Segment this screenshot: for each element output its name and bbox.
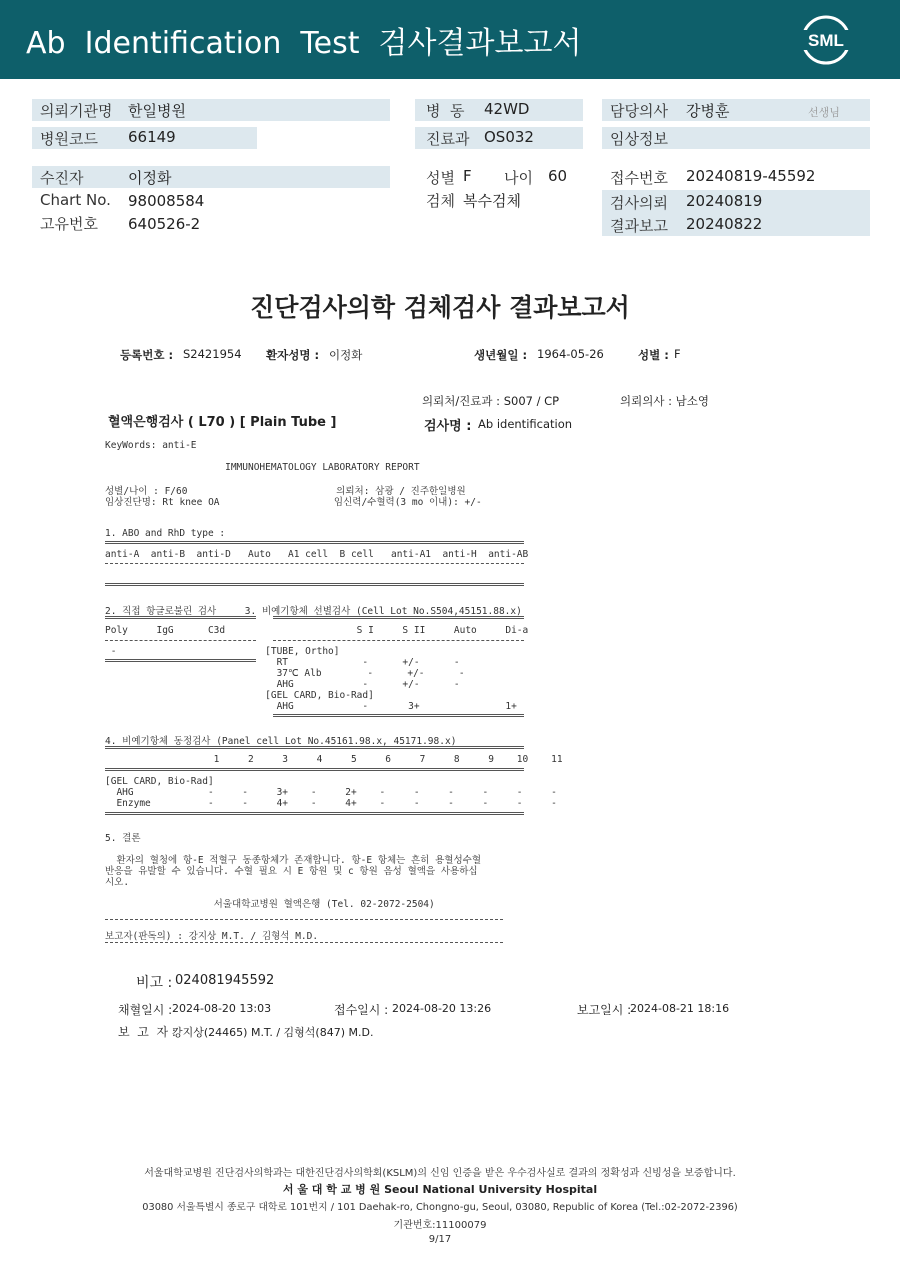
- chart-label: Chart No.: [40, 191, 111, 209]
- receive-value: 2024-08-20 13:26: [392, 1002, 492, 1015]
- remark-value: 024081945592: [175, 973, 275, 988]
- reported-label: 보고일시 :: [577, 1003, 632, 1017]
- reporter-value: 강지상(24465) M.T. / 김형석(847) M.D.: [172, 1026, 374, 1039]
- double-rule: [273, 714, 524, 717]
- double-rule: [105, 616, 256, 619]
- ward-value: 42WD: [484, 100, 530, 118]
- report-line: 시오.: [105, 877, 130, 888]
- report-line: 1. ABO and RhD type :: [105, 528, 226, 539]
- sex-value: F: [463, 167, 472, 185]
- dashed-rule: [105, 563, 524, 564]
- footer-institution-number: 기관번호:11100079: [393, 1220, 487, 1231]
- footer-certification: 서울대학교병원 진단검사의학과는 대한진단검사의학회(KSLM)의 신임 인증을 받은 우수검사실로 결과의 정확성과 신빙성을 보증합니다.: [144, 1168, 736, 1179]
- test-name-label: 검사명 :: [424, 419, 472, 434]
- receipt-label: 접수번호: [610, 169, 668, 187]
- test-name-value: Ab identification: [478, 417, 573, 431]
- reporter-label: 보 고 자 :: [118, 1025, 176, 1039]
- report-line: anti-A anti-B anti-D Auto A1 cell B cell anti-A1 anti-H anti-AB: [105, 549, 529, 560]
- report-line: 2. 직접 항글로불린 검사 3. 비예기항체 선별검사 (Cell Lot No.S504,45151.88.x): [105, 606, 522, 617]
- name-label: 환자성명 :: [266, 348, 320, 362]
- dashed-rule: [105, 942, 503, 943]
- report-line: 반응을 유발할 수 있습니다. 수혈 필요 시 E 항원 및 c 항원 음성 혈액을 사용하십: [105, 866, 478, 877]
- remark-label: 비고 :: [136, 975, 173, 991]
- sml-logo: [799, 13, 853, 67]
- dob-value: 1964-05-26: [537, 347, 604, 361]
- hosp-code-value: 66149: [128, 128, 176, 146]
- footer-address: 03080 서울특별시 종로구 대학로 101번지 / 101 Daehak-ro, Chongno-gu, Seoul, 03080, Republic of Korea (Tel.:02-2072-2396): [142, 1202, 738, 1213]
- dob-label: 생년월일 :: [474, 348, 528, 362]
- report-line: AHG - 3+ 1+: [105, 701, 517, 712]
- report-line: 임상진단명: Rt knee OA 임신력/수혈력(3 mo 이내): +/-: [105, 497, 482, 508]
- receive-label: 접수일시 :: [334, 1003, 389, 1017]
- dashed-rule: [105, 640, 256, 641]
- report-line: 성별/나이 : F/60 의뢰처: 삼광 / 진주한일병원: [105, 486, 466, 497]
- collect-value: 2024-08-20 13:03: [172, 1002, 272, 1015]
- name-value: 이정화: [329, 348, 363, 362]
- receipt-value: 20240819-45592: [686, 167, 816, 185]
- report-line: 서울대학교병원 혈액은행 (Tel. 02-2072-2504): [105, 899, 435, 910]
- dept-label: 진료과: [426, 130, 470, 148]
- req-org-value: 한일병원: [128, 102, 186, 120]
- report-line: Enzyme - - 4+ - 4+ - - - - - -: [105, 798, 557, 809]
- report-line: [GEL CARD, Bio-Rad]: [105, 690, 374, 701]
- footer-hospital: 서 울 대 학 교 병 원 Seoul National University Hospital: [282, 1183, 598, 1196]
- report-line: 37℃ Alb - +/- -: [105, 668, 465, 679]
- chart-value: 98008584: [128, 192, 205, 210]
- page-title: Ab Identification Test 검사결과보고서: [26, 26, 582, 61]
- report-line: Poly IgG C3d S I S II Auto Di-a: [105, 625, 529, 636]
- double-rule: [105, 812, 524, 815]
- request-value: 20240819: [686, 192, 763, 210]
- sex-value-2: F: [674, 347, 681, 361]
- ref-doctor: 의뢰의사 : 남소영: [620, 394, 709, 408]
- double-rule: [105, 746, 524, 749]
- ward-label: 병 동: [426, 102, 465, 120]
- doctor-suffix: 선생님: [808, 106, 840, 119]
- report-line: 1 2 3 4 5 6 7 8 9 10 11: [105, 754, 563, 765]
- page-number: 9/17: [428, 1234, 452, 1245]
- report-line: 환자의 혈청에 항-E 적혈구 동종항체가 존재합니다. 항-E 항체는 흔히 용혈성수혈: [105, 855, 481, 866]
- age-value: 60: [548, 167, 568, 185]
- logo-text: SML: [808, 31, 844, 50]
- report-line: 4. 비예기항체 동정검사 (Panel cell Lot No.45161.98.x, 45171.98.x): [105, 736, 457, 747]
- request-label: 검사의뢰: [610, 194, 668, 212]
- referral: 의뢰처/진료과 : S007 / CP: [422, 394, 560, 408]
- sex-label: 성별: [426, 169, 455, 187]
- patient-label: 수진자: [40, 169, 84, 187]
- req-org-label: 의뢰기관명: [40, 102, 113, 120]
- reg-no-label: 등록번호 :: [120, 348, 174, 362]
- report-line: AHG - +/- -: [105, 679, 460, 690]
- specimen-label: 검체: [426, 192, 455, 210]
- doctor-label: 담당의사: [610, 102, 668, 120]
- report-title: 진단검사의학 검체검사 결과보고서: [250, 293, 630, 322]
- double-rule: [273, 616, 524, 619]
- unique-label: 고유번호: [40, 215, 98, 233]
- report-value: 20240822: [686, 215, 763, 233]
- sex-label-2: 성별 :: [638, 348, 669, 362]
- clinical-label: 임상정보: [610, 130, 668, 148]
- doctor-value: 강병훈: [686, 102, 730, 120]
- report-line: [GEL CARD, Bio-Rad]: [105, 776, 214, 787]
- report-line: 5. 결론: [105, 833, 141, 844]
- report-line: - [TUBE, Ortho]: [105, 646, 340, 657]
- age-label: 나이: [504, 169, 533, 187]
- report-header: [0, 0, 900, 79]
- reg-no-value: S2421954: [183, 347, 242, 361]
- report-line: IMMUNOHEMATOLOGY LABORATORY REPORT: [105, 462, 420, 473]
- report-line: 보고자(판독의) : 강지상 M.T. / 김형석 M.D.: [105, 931, 319, 942]
- collect-label: 채혈일시 :: [118, 1003, 173, 1017]
- double-rule: [105, 768, 524, 771]
- dashed-rule: [105, 919, 503, 920]
- dept-value: OS032: [484, 128, 534, 146]
- test-group: 혈액은행검사 ( L70 ) [ Plain Tube ]: [108, 415, 337, 430]
- specimen-value: 복수검체: [463, 192, 521, 210]
- hosp-code-label: 병원코드: [40, 130, 98, 148]
- double-rule: [105, 541, 524, 544]
- double-rule: [105, 583, 524, 586]
- unique-value: 640526-2: [128, 215, 201, 233]
- dashed-rule: [273, 640, 524, 641]
- reported-value: 2024-08-21 18:16: [630, 1002, 730, 1015]
- patient-value: 이정화: [128, 169, 172, 187]
- report-label: 결과보고: [610, 217, 668, 235]
- report-line: RT - +/- -: [105, 657, 460, 668]
- report-line: AHG - - 3+ - 2+ - - - - - -: [105, 787, 557, 798]
- report-line: KeyWords: anti-E: [105, 440, 197, 451]
- band-patient: [32, 166, 390, 188]
